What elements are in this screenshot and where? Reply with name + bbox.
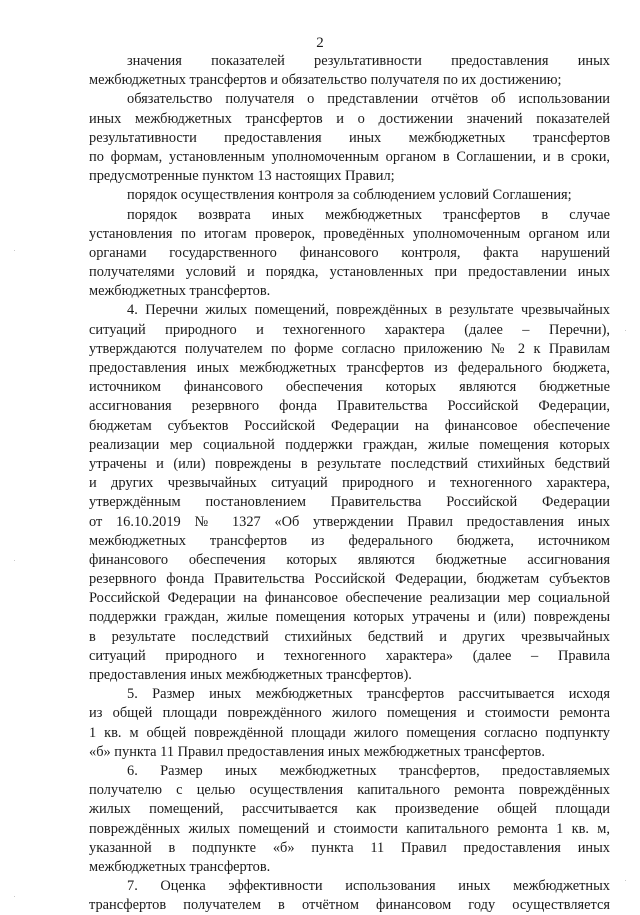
paragraph-first-line: 6. Размер иных межбюджетных трансфертов, предоставляемых [127,762,610,779]
paragraph-first-line: порядок осуществления контроля за соблюдением условий Соглашения; [127,187,572,204]
text-line: финансового обеспечения которых являются бюджетные ассигнования [89,551,610,568]
text-line: повреждённых жилых помещений и стоимости капитального ремонта 1 кв. м, [89,820,610,837]
text-line: органами государственного финансового контроля, факта нарушений [89,244,610,261]
text-line: указанной в подпункте «б» пункта 11 Правил предоставления иных [89,839,610,856]
text-line: трансфертов получателем в отчётном финансовом году осуществляется [89,897,610,914]
text-line: утрачены и (или) повреждены в результате последствий стихийных бедствий [89,455,610,472]
scan-artifact [625,880,626,881]
text-line: поддержки граждан, жилые помещения которых утрачены и (или) повреждены [89,609,610,626]
text-line: и других чрезвычайных ситуаций природного и техногенного характера, [89,475,610,492]
text-line: «б» пункта 11 Правил предоставления иных межбюджетных трансфертов. [89,743,545,760]
text-line: предусмотренные пунктом 13 настоящих Правил; [89,168,395,185]
text-line: результативности предоставления иных межбюджетных трансфертов [89,129,610,146]
text-line: ситуаций природного и техногенного характера (далее – Перечни), [89,321,610,338]
text-line: из общей площади повреждённого жилого помещения и стоимости ремонта [89,705,610,722]
text-line: бюджетам субъектов Российской Федерации на финансовое обеспечение [89,417,610,434]
text-line: от 16.10.2019 № 1327 «Об утверждении Правил предоставления иных [89,513,610,530]
text-line: предоставления иных межбюджетных трансфертов). [89,667,412,683]
paragraph-first-line: значения показателей результативности предоставления иных [127,53,610,69]
text-line: по формам, установленным уполномоченным органом в Соглашении, и в сроки, [89,148,610,165]
text-line: иных межбюджетных трансфертов и о достижении значений показателей [89,110,610,127]
page-number: 2 [316,35,324,51]
text-line: ситуаций природного и техногенного характера» (далее – Правила [89,647,610,664]
text-line: предоставления иных межбюджетных трансфертов из федерального бюджета, [89,360,610,376]
text-line: ассигнования резервного фонда Правительства Российской Федерации, [89,398,610,415]
text-line: Российской Федерации на финансовое обеспечение реализации мер социальной [89,590,610,607]
scan-artifact [625,330,626,331]
text-line: утверждённым постановлением Правительства Российской Федерации [89,494,610,511]
text-line: межбюджетных трансфертов. [89,858,271,875]
paragraph-first-line: 4. Перечни жилых помещений, повреждённых в результате чрезвычайных [127,302,610,319]
text-line: получателю с целью осуществления капитального ремонта повреждённых [89,782,610,799]
text-line: межбюджетных трансфертов из федерального бюджета, источником [89,532,610,549]
text-line: получателями условий и порядка, установленных при предоставлении иных [89,264,610,281]
text-line: реализации мер социальной поддержки граждан, жилые помещения которых [89,436,610,453]
paragraph-first-line: обязательство получателя о представлении отчётов об использовании [127,91,610,108]
text-line: резервного фонда Правительства Российской Федерации, бюджетам субъектов [89,571,610,588]
text-line: установления по итогам проверок, проведённых уполномоченным органом или [89,225,610,242]
text-line: 1 кв. м общей повреждённой площади жилого помещения согласно подпункту [89,724,610,741]
paragraph-first-line: порядок возврата иных межбюджетных трансфертов в случае [127,206,610,223]
document-body [89,52,610,915]
scan-artifact [14,560,15,561]
text-line: межбюджетных трансфертов и обязательство получателя по их достижению; [89,72,562,89]
scan-artifact [14,896,15,897]
text-line: источником финансового обеспечения которых являются бюджетные [89,379,610,396]
text-line: жилых помещений, рассчитывается как произведение общей площади [89,801,610,818]
text-line: в результате последствий стихийных бедствий и других чрезвычайных [89,628,610,645]
text-line: межбюджетных трансфертов. [89,283,271,300]
paragraph-first-line: 5. Размер иных межбюджетных трансфертов рассчитывается исходя [127,686,610,703]
paragraph-first-line: 7. Оценка эффективности использования иных межбюджетных [127,878,610,895]
text-line: утверждаются получателем по форме согласно приложению № 2 к Правилам [89,340,610,357]
scan-artifact [14,250,15,251]
